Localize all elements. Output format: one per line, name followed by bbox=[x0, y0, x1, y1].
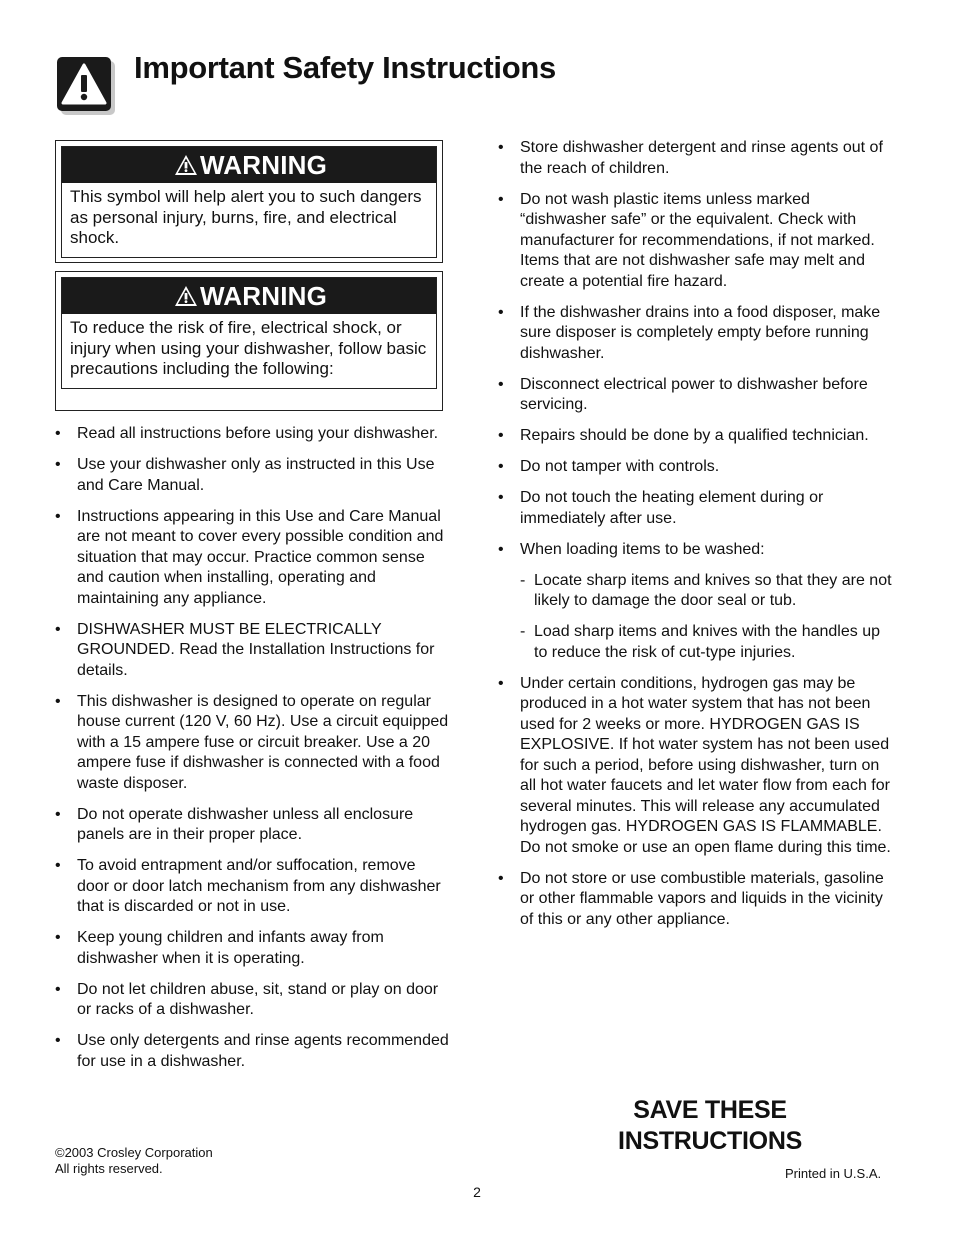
warning-banner bbox=[62, 147, 436, 183]
list-item: • Do not let children abuse, sit, stand or play on door or racks of a dishwasher. bbox=[55, 980, 450, 1021]
list-item-loading bbox=[498, 540, 893, 664]
list-item: • Do not tamper with controls. bbox=[498, 457, 893, 478]
warning-label: WARNING bbox=[200, 280, 328, 311]
list-item: • This dishwasher is designed to operate on regular house current (120 V, 60 Hz). Use a circuit equipped with a 15 ampere fuse or circuit breaker. Use a 20 ampere fuse if dishwasher is connected with a food waste disposer. bbox=[55, 692, 450, 795]
warning-text: This symbol will help alert you to such dangers as personal injury, burns, fire, and electrical shock. bbox=[70, 187, 422, 247]
list-item: • Read all instructions before using your dishwasher. bbox=[55, 424, 450, 445]
list-item: • Disconnect electrical power to dishwasher before servicing. bbox=[498, 375, 893, 416]
warning-triangle-icon bbox=[57, 57, 115, 115]
list-item: • Use your dishwasher only as instructed in this Use and Care Manual. bbox=[55, 455, 450, 496]
list-item: • Keep young children and infants away from dishwasher when it is operating. bbox=[55, 928, 450, 969]
warning-box-inner bbox=[61, 277, 437, 389]
list-item: • Use only detergents and rinse agents recommended for use in a dishwasher. bbox=[55, 1031, 450, 1072]
copyright-notice bbox=[55, 1145, 213, 1176]
save-instructions-heading bbox=[560, 1095, 860, 1157]
list-item: • To avoid entrapment and/or suffocation, remove door or door latch mechanism from any dishwasher that is discarded or not in use. bbox=[55, 856, 450, 918]
safety-list-left bbox=[55, 424, 450, 1072]
copyright-line: ©2003 Crosley Corporation bbox=[55, 1145, 213, 1160]
list-item: • Do not store or use combustible materials, gasoline or other flammable vapors and liquids in the vicinity of this or any other appliance. bbox=[498, 869, 893, 931]
warning-banner bbox=[62, 278, 436, 314]
safety-list-right bbox=[498, 138, 893, 930]
loading-intro: When loading items to be washed: bbox=[520, 540, 765, 558]
loading-sublist bbox=[520, 571, 893, 664]
warning-triangle-icon bbox=[174, 154, 198, 176]
warning-label: WARNING bbox=[200, 149, 328, 180]
list-item: • Under certain conditions, hydrogen gas may be produced in a hot water system that has not been used for 2 weeks or more. HYDROGEN GAS IS EXPLOSIVE. If hot water system has not been used for such a period, before using dishwasher, turn on all hot water faucets and let water flow from each for several minutes. This will release any accumulated hydrogen gas. HYDROGEN GAS IS FLAMMABLE. Do not smoke or use an open flame during this time. bbox=[498, 674, 893, 859]
list-item: • Do not operate dishwasher unless all enclosure panels are in their proper place. bbox=[55, 805, 450, 846]
page-number: 2 bbox=[473, 1184, 481, 1200]
list-item: • Store dishwasher detergent and rinse agents out of the reach of children. bbox=[498, 138, 893, 179]
list-item: • Repairs should be done by a qualified technician. bbox=[498, 426, 893, 447]
warning-box-inner bbox=[61, 146, 437, 258]
list-item: • DISHWASHER MUST BE ELECTRICALLY GROUNDED. Read the Installation Instructions for details. bbox=[55, 620, 450, 682]
printed-in-label: Printed in U.S.A. bbox=[785, 1166, 882, 1181]
list-item: • If the dishwasher drains into a food disposer, make sure disposer is completely empty before running dishwasher. bbox=[498, 303, 893, 365]
left-column bbox=[55, 424, 450, 1083]
list-item: • Do not wash plastic items unless marked “dishwasher safe” or the equivalent. Check with manufacturer for recommendations, if not marked. Items that are not dishwasher safe may melt and create a potential fire hazard. bbox=[498, 190, 893, 293]
warning-box-symbol bbox=[55, 140, 443, 263]
right-column bbox=[498, 138, 893, 941]
sub-list-item: - Locate sharp items and knives so that they are not likely to damage the door seal or tub. bbox=[520, 571, 893, 612]
warning-box-precautions bbox=[55, 271, 443, 411]
sub-list-item: - Load sharp items and knives with the handles up to reduce the risk of cut-type injuries. bbox=[520, 622, 893, 663]
warning-text: To reduce the risk of fire, electrical shock, or injury when using your dishwasher, follow basic precautions including the following: bbox=[70, 318, 427, 378]
warning-triangle-icon bbox=[174, 285, 198, 307]
list-item: • Instructions appearing in this Use and Care Manual are not meant to cover every possible condition and situation that may occur. Practice common sense and caution when installing, operating and maintaining any appliance. bbox=[55, 507, 450, 610]
save-line-2: INSTRUCTIONS bbox=[618, 1127, 802, 1155]
page-title: Important Safety Instructions bbox=[134, 50, 556, 85]
rights-line: All rights reserved. bbox=[55, 1160, 163, 1176]
save-line-1: SAVE THESE bbox=[633, 1096, 787, 1124]
list-item: • Do not touch the heating element during or immediately after use. bbox=[498, 488, 893, 529]
